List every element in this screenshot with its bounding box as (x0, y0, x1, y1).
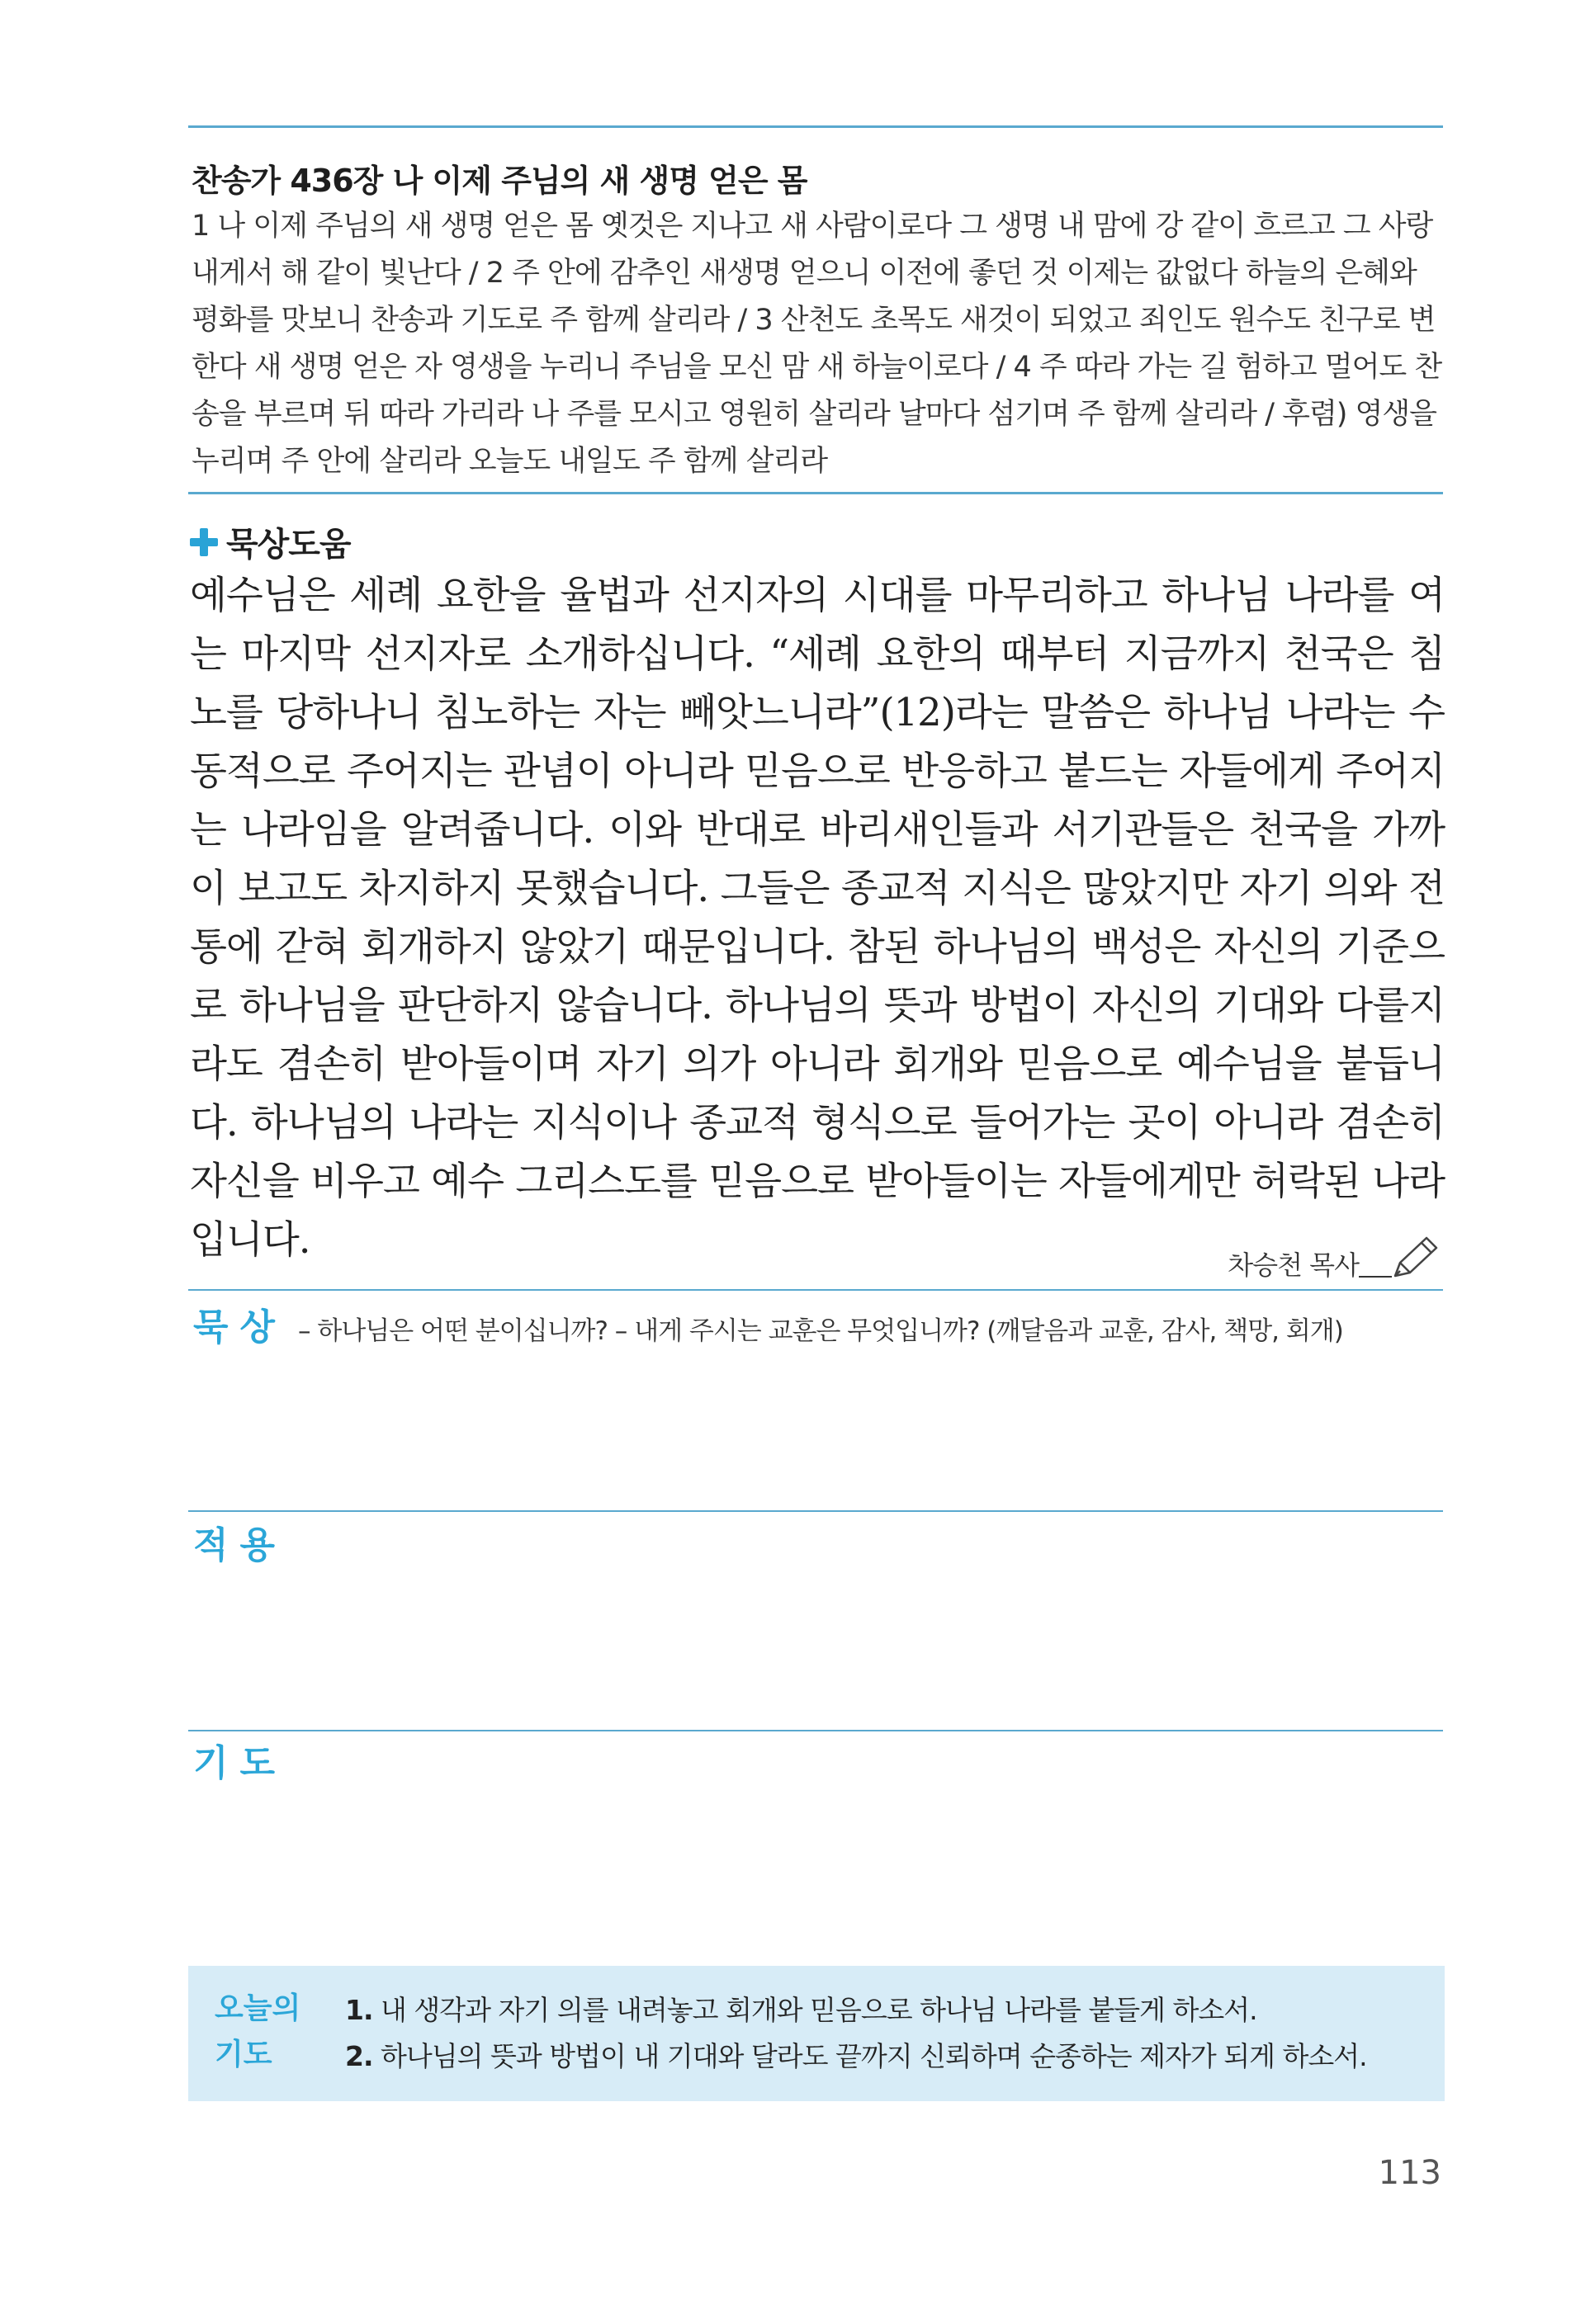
reflect-prompt: – 하나님은 어떤 분이십니까? – 내게 주시는 교훈은 무엇입니까? (깨달음과 교훈, 감사, 책망, 회개) (298, 1316, 1343, 1346)
hymn-lyrics: 1 나 이제 주님의 새 생명 얻은 몸 옛것은 지나고 새 사람이로다 그 생명 내 맘에 강 같이 흐르고 그 사랑 내게서 해 같이 빛난다 / 2 주 안에 감추인 새생명 얻으니 이전에 좋던 것 이제는 값없다 하늘의 은혜와 평화를 맛보니 찬송과 기도로 주 함께 살리라 / 3 산천도 초목도 새것이 되었고 죄인도 원수도 친구로 변한다 새 생명 얻은 자 영생을 누리니 주님을 모신 맘 새 하늘이로다 / 4 주 따라 가는 길 험하고 멀어도 찬송을 부르며 뒤 따라 가리라 나 주를 모시고 영원히 살리라 날마다 섬기며 주 함께 살리라 / 후렴) 영생을 누리며 주 안에 살리라 오늘도 내일도 주 함께 살리라 (192, 210, 1442, 478)
apply-divider (188, 1510, 1443, 1512)
prayer-item-text: 하나님의 뜻과 방법이 내 기대와 달라도 끝까지 신뢰하며 순종하는 제자가 되게 하소서. (381, 2040, 1367, 2072)
hymn-divider (188, 492, 1443, 494)
page-number: 113 (1378, 2154, 1441, 2192)
meditation-help-header (190, 518, 351, 565)
plus-icon (190, 528, 218, 556)
signature-line (1359, 1276, 1392, 1278)
author-name: 차승천 목사 (1228, 1249, 1359, 1281)
top-divider (188, 125, 1443, 128)
reflect-divider (188, 1289, 1443, 1291)
hymn-title: 찬송가 436장 나 이제 주님의 새 생명 얻은 몸 (192, 163, 807, 199)
todays-prayer-label-line1: 오늘의 (215, 1991, 301, 2025)
prayer-item-number: 2. (345, 2040, 373, 2072)
meditation-help-title: 묵상도움 (226, 526, 351, 564)
reflect-label: 묵상 (193, 1306, 287, 1349)
prayer-item-number: 1. (345, 1994, 373, 2026)
author-signature (1228, 1235, 1441, 1282)
pencil-icon (1389, 1235, 1441, 1282)
prayer-item (345, 1987, 1367, 2034)
todays-prayer-label-line2: 기도 (215, 2038, 272, 2071)
todays-prayer-label (215, 1986, 305, 2078)
todays-prayer-items (345, 1987, 1367, 2080)
meditation-body: 예수님은 세례 요한을 율법과 선지자의 시대를 마무리하고 하나님 나라를 여는 마지막 선지자로 소개하십니다. “세례 요한의 때부터 지금까지 천국은 침노를 당하나니 침노하는 자는 빼앗느니라”(12)라는 말씀은 하나님 나라는 수동적으로 주어지는 관념이 아니라 믿음으로 반응하고 붙드는 자들에게 주어지는 나라임을 알려줍니다. 이와 반대로 바리새인들과 서기관들은 천국을 가까이 보고도 차지하지 못했습니다. 그들은 종교적 지식은 많았지만 자기 의와 전통에 갇혀 회개하지 않았기 때문입니다. 참된 하나님의 백성은 자신의 기준으로 하나님을 판단하지 않습니다. 하나님의 뜻과 방법이 자신의 기대와 다를지라도 겸손히 받아들이며 자기 의가 아니라 회개와 믿음으로 예수님을 붙듭니다. 하나님의 나라는 지식이나 종교적 형식으로 들어가는 곳이 아니라 겸손히 자신을 비우고 예수 그리스도를 믿음으로 받아들이는 자들에게만 허락된 나라입니다. (190, 573, 1445, 1262)
prayer-label: 기도 (193, 1742, 287, 1784)
prayer-item-text: 내 생각과 자기 의를 내려놓고 회개와 믿음으로 하나님 나라를 붙들게 하소서. (381, 1994, 1257, 2026)
reflect-row (193, 1297, 1343, 1350)
prayer-divider (188, 1730, 1443, 1731)
apply-label: 적용 (193, 1524, 287, 1566)
prayer-item (345, 2034, 1367, 2080)
